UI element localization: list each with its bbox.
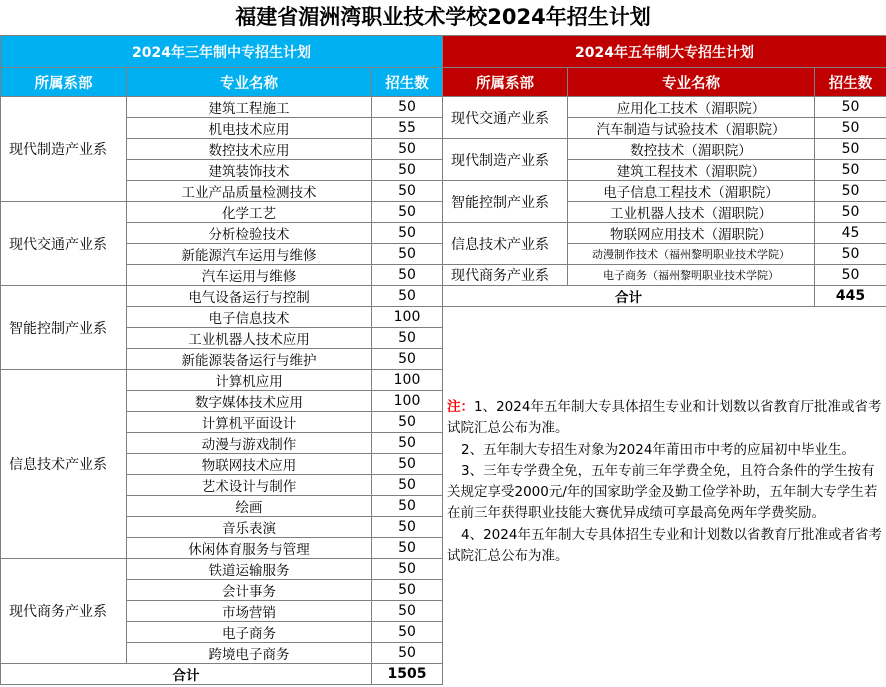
major-name-cell: 电子信息技术 (127, 307, 372, 328)
column-header: 所属系部 (1, 68, 127, 97)
major-name-cell: 音乐表演 (127, 517, 372, 538)
enrollment-count-cell: 50 (372, 181, 443, 202)
department-cell: 智能控制产业系 (443, 181, 568, 223)
major-name-cell: 铁道运输服务 (127, 559, 372, 580)
table-header-row (443, 36, 886, 68)
note-4: 4、2024年五年制大专具体招生专业和计划数以省教育厅批准或者省考试院汇总公布为准。 (447, 526, 882, 565)
table-row (1, 97, 443, 118)
major-name-cell: 市场营销 (127, 601, 372, 622)
enrollment-count-cell: 50 (815, 118, 886, 139)
major-name-cell: 新能源汽车运用与维修 (127, 244, 372, 265)
enrollment-count-cell: 50 (815, 181, 886, 202)
table-header-row (1, 36, 443, 68)
enrollment-count-cell: 50 (372, 244, 443, 265)
enrollment-count-cell: 100 (372, 391, 443, 412)
major-name-cell: 工业机器人技术（湄职院） (568, 202, 815, 223)
department-cell: 信息技术产业系 (1, 370, 127, 559)
enrollment-count-cell: 50 (372, 517, 443, 538)
total-label: 合计 (443, 286, 815, 307)
major-name-cell: 电气设备运行与控制 (127, 286, 372, 307)
college-plan-table (442, 35, 886, 307)
enrollment-count-cell: 50 (372, 601, 443, 622)
table-row (1, 286, 443, 307)
enrollment-count-cell: 50 (372, 223, 443, 244)
department-cell: 现代制造产业系 (443, 139, 568, 181)
major-name-cell: 物联网应用技术（湄职院） (568, 223, 815, 244)
enrollment-count-cell: 50 (372, 349, 443, 370)
enrollment-count-cell: 100 (372, 370, 443, 391)
major-name-cell: 电子商务 (127, 622, 372, 643)
major-name-cell: 数控技术应用 (127, 139, 372, 160)
major-name-cell: 汽车制造与试验技术（湄职院） (568, 118, 815, 139)
enrollment-count-cell: 50 (815, 139, 886, 160)
enrollment-count-cell: 50 (372, 622, 443, 643)
major-name-cell: 工业机器人技术应用 (127, 328, 372, 349)
table-row (443, 265, 886, 286)
enrollment-count-cell: 50 (372, 454, 443, 475)
department-cell: 现代制造产业系 (1, 97, 127, 202)
note-2: 2、五年制大专招生对象为2024年莆田市中考的应届初中毕业生。 (461, 441, 855, 458)
enrollment-count-cell: 50 (372, 538, 443, 559)
enrollment-count-cell: 50 (372, 265, 443, 286)
department-cell: 信息技术产业系 (443, 223, 568, 265)
total-row (1, 664, 443, 685)
department-cell: 现代交通产业系 (443, 97, 568, 139)
enrollment-count-cell: 50 (815, 202, 886, 223)
enrollment-count-cell: 50 (815, 265, 886, 286)
enrollment-count-cell: 50 (815, 244, 886, 265)
column-header: 专业名称 (127, 68, 372, 97)
enrollment-count-cell: 55 (372, 118, 443, 139)
enrollment-count-cell: 100 (372, 307, 443, 328)
enrollment-count-cell: 50 (372, 97, 443, 118)
page-title: 福建省湄洲湾职业技术学校2024年招生计划 (235, 5, 651, 29)
major-name-cell: 物联网技术应用 (127, 454, 372, 475)
enrollment-count-cell: 50 (372, 202, 443, 223)
total-value: 1505 (372, 664, 443, 685)
major-name-cell: 应用化工技术（湄职院） (568, 97, 815, 118)
column-header: 专业名称 (568, 68, 815, 97)
table-header: 2024年五年制大专招生计划 (443, 36, 886, 68)
notes-section (447, 397, 883, 567)
major-name-cell: 机电技术应用 (127, 118, 372, 139)
major-name-cell: 新能源装备运行与维护 (127, 349, 372, 370)
table-row (1, 559, 443, 580)
column-header: 招生数 (372, 68, 443, 97)
total-value: 445 (815, 286, 886, 307)
enrollment-count-cell: 50 (372, 286, 443, 307)
major-name-cell: 建筑装饰技术 (127, 160, 372, 181)
major-name-cell: 电子商务（福州黎明职业技术学院） (568, 265, 815, 286)
department-cell: 现代商务产业系 (1, 559, 127, 664)
major-name-cell: 建筑工程技术（湄职院） (568, 160, 815, 181)
department-cell: 现代交通产业系 (1, 202, 127, 286)
major-name-cell: 汽车运用与维修 (127, 265, 372, 286)
major-name-cell: 建筑工程施工 (127, 97, 372, 118)
column-header: 所属系部 (443, 68, 568, 97)
major-name-cell: 化学工艺 (127, 202, 372, 223)
table-row (443, 223, 886, 244)
major-name-cell: 跨境电子商务 (127, 643, 372, 664)
major-name-cell: 动漫制作技术（福州黎明职业技术学院） (568, 244, 815, 265)
secondary-plan-table (0, 35, 443, 685)
major-name-cell: 会计事务 (127, 580, 372, 601)
table-row (1, 202, 443, 223)
major-name-cell: 艺术设计与制作 (127, 475, 372, 496)
enrollment-count-cell: 50 (372, 580, 443, 601)
enrollment-count-cell: 50 (372, 496, 443, 517)
table-row (443, 97, 886, 118)
column-header-row (1, 68, 443, 97)
major-name-cell: 动漫与游戏制作 (127, 433, 372, 454)
table-header: 2024年三年制中专招生计划 (1, 36, 443, 68)
major-name-cell: 分析检验技术 (127, 223, 372, 244)
enrollment-count-cell: 50 (815, 160, 886, 181)
table-row (1, 370, 443, 391)
enrollment-count-cell: 50 (372, 160, 443, 181)
major-name-cell: 绘画 (127, 496, 372, 517)
enrollment-count-cell: 50 (815, 97, 886, 118)
column-header: 招生数 (815, 68, 886, 97)
total-row (443, 286, 886, 307)
enrollment-count-cell: 45 (815, 223, 886, 244)
enrollment-count-cell: 50 (372, 139, 443, 160)
table-row (443, 139, 886, 160)
major-name-cell: 计算机应用 (127, 370, 372, 391)
enrollment-count-cell: 50 (372, 559, 443, 580)
enrollment-count-cell: 50 (372, 328, 443, 349)
department-cell: 现代商务产业系 (443, 265, 568, 286)
column-header-row (443, 68, 886, 97)
note-1: 注：1、2024年五年制大专具体招生专业和计划数以省教育厅批准或省考试院汇总公布为准。 (447, 399, 882, 437)
major-name-cell: 数字媒体技术应用 (127, 391, 372, 412)
major-name-cell: 电子信息工程技术（湄职院） (568, 181, 815, 202)
total-label: 合计 (1, 664, 372, 685)
enrollment-count-cell: 50 (372, 475, 443, 496)
major-name-cell: 计算机平面设计 (127, 412, 372, 433)
enrollment-count-cell: 50 (372, 412, 443, 433)
enrollment-count-cell: 50 (372, 433, 443, 454)
table-row (443, 181, 886, 202)
major-name-cell: 工业产品质量检测技术 (127, 181, 372, 202)
note-label: 注： (447, 399, 474, 415)
note-3: 3、三年专学费全免，五年专前三年学费全免，且符合条件的学生按有关规定享受2000元/年的国家助学金及勤工俭学补助，五年制大专学生若在前三年获得职业技能大赛优异成绩可享最高免两年学费奖励。 (447, 462, 878, 522)
major-name-cell: 休闲体育服务与管理 (127, 538, 372, 559)
enrollment-count-cell: 50 (372, 643, 443, 664)
department-cell: 智能控制产业系 (1, 286, 127, 370)
major-name-cell: 数控技术（湄职院） (568, 139, 815, 160)
